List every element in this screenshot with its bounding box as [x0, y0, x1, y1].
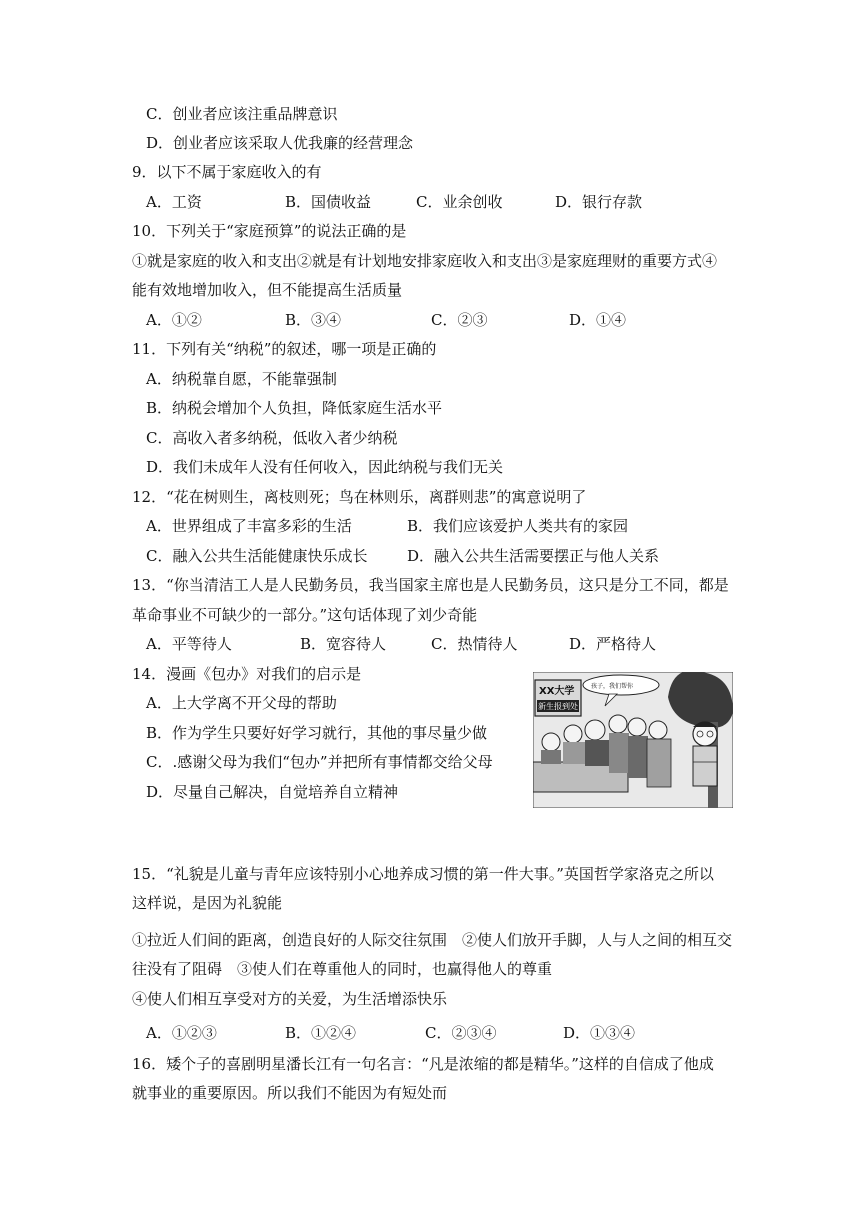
q15-option-d: D．①③④ [563, 1024, 636, 1042]
q15-statements-line3: ④使人们相互享受对方的关爱，为生活增添快乐 [132, 990, 448, 1008]
q15-statements-line1: ①拉近人们间的距离，创造良好的人际交往氛围 ②使人们放开手脚，人与人之间的相互交 [132, 931, 733, 949]
q12-option-d: D．融入公共生活需要摆正与他人关系 [407, 547, 660, 565]
q11-stem: 11．下列有关“纳税”的叙述，哪一项是正确的 [132, 340, 437, 358]
q8-option-d: D．创业者应该采取人优我廉的经营理念 [146, 134, 414, 152]
q15-option-b: B．①②④ [285, 1024, 357, 1042]
q8-option-c: C．创业者应该注重品牌意识 [146, 105, 338, 123]
cartoon-sign-sub: 新生报到处 [538, 702, 578, 711]
q13-option-a: A．平等待人 [146, 635, 232, 653]
q10-statements-line2: 能有效地增加收入，但不能提高生活质量 [132, 281, 403, 299]
q13-option-d: D．严格待人 [569, 635, 657, 653]
cartoon-baoban-image [533, 672, 733, 808]
q10-option-c: C．②③ [431, 311, 488, 329]
q9-option-a: A．工资 [146, 193, 202, 211]
q10-stem: 10．下列关于“家庭预算”的说法正确的是 [132, 222, 407, 240]
q13-stem-line1: 13．“你当清洁工人是人民勤务员，我当国家主席也是人民勤务员，这只是分工不同，都是 [132, 576, 729, 594]
q14-option-a: A．上大学离不开父母的帮助 [146, 694, 337, 712]
q14-option-d: D．尽量自己解决，自觉培养自立精神 [146, 783, 399, 801]
q13-option-b: B．宽容待人 [300, 635, 387, 653]
q15-statements-line2: 往没有了阻碍 ③使人们在尊重他人的同时，也赢得他人的尊重 [132, 960, 553, 978]
q9-stem: 9．以下不属于家庭收入的有 [132, 163, 322, 181]
q16-stem-line1: 16．矮个子的喜剧明星潘长江有一句名言：“凡是浓缩的都是精华。”这样的自信成了他成 [132, 1055, 714, 1073]
q11-option-a: A．纳税靠自愿，不能靠强制 [146, 370, 337, 388]
q11-option-b: B．纳税会增加个人负担，降低家庭生活水平 [146, 399, 443, 417]
q14-option-c: C．.感谢父母为我们“包办”并把所有事情都交给父母 [146, 753, 493, 771]
q11-option-c: C．高收入者多纳税，低收入者少纳税 [146, 429, 398, 447]
q12-option-c: C．融入公共生活能健康快乐成长 [146, 547, 368, 565]
q10-option-d: D．①④ [569, 311, 627, 329]
q16-stem-line2: 就事业的重要原因。所以我们不能因为有短处而 [132, 1084, 448, 1102]
q13-stem-line2: 革命事业不可缺少的一部分。”这句话体现了刘少奇能 [132, 606, 478, 624]
cartoon-sign-text: XX大学 [539, 686, 575, 697]
q9-option-b: B．国债收益 [285, 193, 372, 211]
q9-option-d: D．银行存款 [555, 193, 643, 211]
q10-option-a: A．①② [146, 311, 202, 329]
q15-option-c: C．②③④ [425, 1024, 497, 1042]
q15-stem-line1: 15．“礼貌是儿童与青年应该特别小心地养成习惯的第一件大事。”英国哲学家洛克之所以 [132, 865, 714, 883]
q11-option-d: D．我们未成年人没有任何收入，因此纳税与我们无关 [146, 458, 504, 476]
q13-option-c: C．热情待人 [431, 635, 518, 653]
q9-option-c: C．业余创收 [416, 193, 503, 211]
q10-statements-line1: ①就是家庭的收入和支出②就是有计划地安排家庭收入和支出③是家庭理财的重要方式④ [132, 252, 718, 270]
q14-stem: 14．漫画《包办》对我们的启示是 [132, 665, 362, 683]
q12-stem: 12．“花在树则生，离枝则死；鸟在林则乐，离群则悲”的寓意说明了 [132, 488, 587, 506]
q10-option-b: B．③④ [285, 311, 342, 329]
q14-option-b: B．作为学生只要好好学习就行，其他的事尽量少做 [146, 724, 488, 742]
q12-option-a: A．世界组成了丰富多彩的生活 [146, 517, 352, 535]
q15-stem-line2: 这样说，是因为礼貌能 [132, 894, 283, 912]
q12-option-b: B．我们应该爱护人类共有的家园 [407, 517, 629, 535]
cartoon-bubble-text: 孩子，我们帮你 [591, 683, 634, 690]
q15-option-a: A．①②③ [146, 1024, 217, 1042]
